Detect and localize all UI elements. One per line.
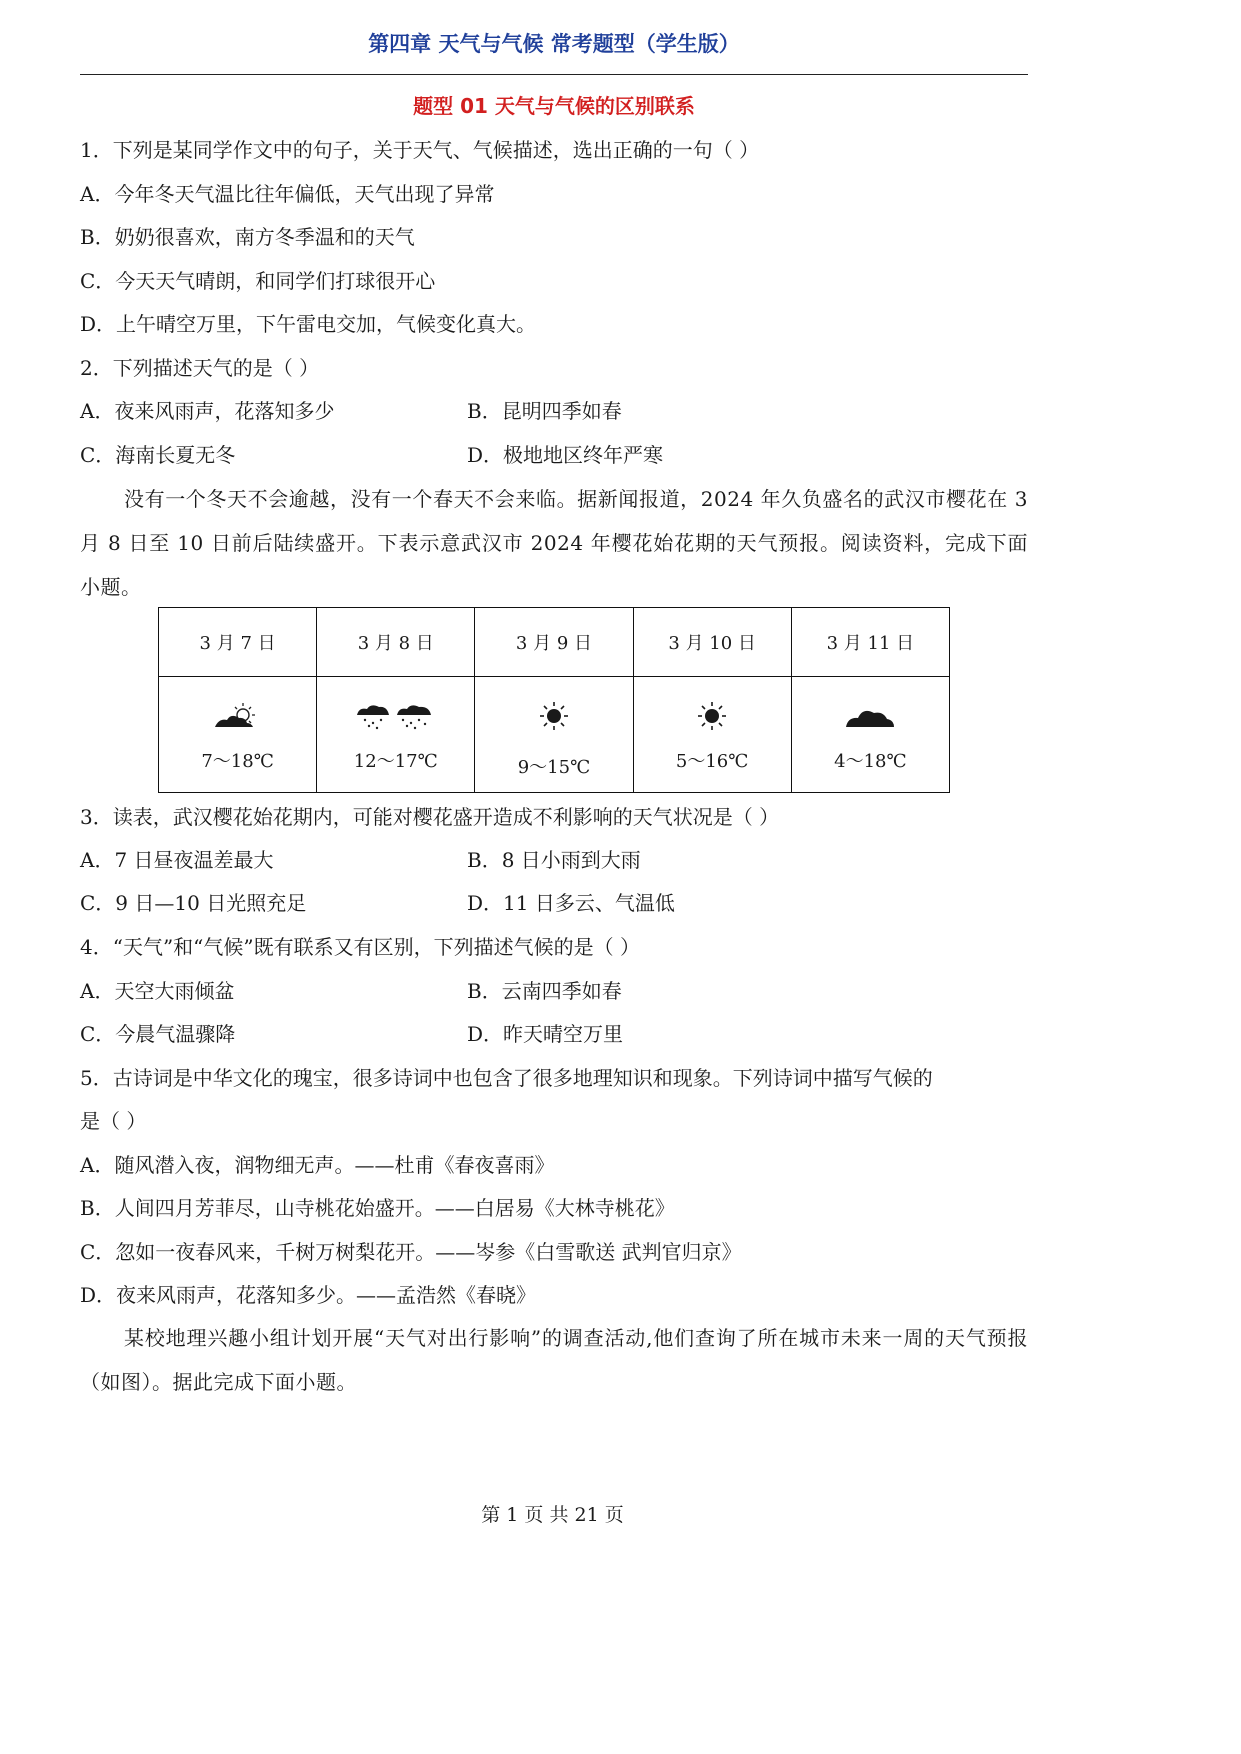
sun-cloud-icon [211,701,265,731]
header-divider [80,74,1028,75]
section-title: 题型 01 天气与气候的区别联系 [413,94,695,118]
forecast-weather-cell [317,677,475,793]
forecast-weather-cell [475,677,633,793]
forecast-date-row [159,608,950,677]
question-2-option-d: D．极地地区终年严寒 [467,443,664,467]
question-1-option-a: A．今年冬天气温比往年偏低，天气出现了异常 [80,182,495,206]
forecast-weather-row [159,677,950,793]
rain-icon [355,701,437,731]
weather-forecast-table [158,607,950,793]
question-4-option-c: C．今晨气温骤降 [80,1022,236,1046]
question-4-option-a: A．天空大雨倾盆 [80,979,235,1003]
question-1-option-d: D．上午晴空万里，下午雷电交加，气候变化真大。 [80,312,537,336]
question-1-stem: 1．下列是某同学作文中的句子，关于天气、气候描述，选出正确的一句（ ） [80,138,760,162]
question-2-option-a: A．夜来风雨声，花落知多少 [80,399,335,423]
forecast-temperature: 4～18℃ [834,751,907,772]
question-4-option-d: D．昨天晴空万里 [467,1022,624,1046]
forecast-date-cell: 3 月 8 日 [317,608,475,677]
forecast-date-cell: 3 月 11 日 [791,608,949,677]
question-2-stem: 2．下列描述天气的是（ ） [80,356,320,380]
question-5-option-d: D．夜来风雨声，花落知多少。——孟浩然《春晓》 [80,1283,537,1307]
forecast-weather-cell [791,677,949,793]
question-1-option-b: B．奶奶很喜欢，南方冬季温和的天气 [80,225,415,249]
question-2-option-c: C．海南长夏无冬 [80,443,236,467]
question-5-option-a: A．随风潜入夜，润物细无声。——杜甫《春夜喜雨》 [80,1153,555,1177]
page-header-title: 第四章 天气与气候 常考题型（学生版） [368,32,740,56]
question-3-option-b: B．8 日小雨到大雨 [467,848,641,872]
forecast-date-cell: 3 月 9 日 [475,608,633,677]
passage-cherry-blossom: 没有一个冬天不会逾越，没有一个春天不会来临。据新闻报道，2024 年久负盛名的武汉市樱花在 3 月 8 日至 10 日前后陆续盛开。下表示意武汉市 2024 年樱花始花期的天气预报。阅读资料，完成下面小题。 [80,487,1028,599]
forecast-temperature: 5～16℃ [675,751,749,772]
question-4-stem: 4．“天气”和“气候”既有联系又有区别，下列描述气候的是（ ） [80,935,640,959]
question-1-option-c: C．今天天气晴朗，和同学们打球很开心 [80,269,436,293]
question-5-option-b: B．人间四月芳菲尽，山寺桃花始盛开。——白居易《大林寺桃花》 [80,1196,675,1220]
forecast-date-cell: 3 月 7 日 [159,608,317,677]
question-2-option-b: B．昆明四季如春 [467,399,622,423]
cloud-icon [843,701,897,731]
question-3-option-a: A．7 日昼夜温差最大 [80,848,274,872]
passage-travel-survey: 某校地理兴趣小组计划开展“天气对出行影响”的调查活动,他们查询了所在城市未来一周的天气预报（如图）。据此完成下面小题。 [80,1326,1028,1394]
question-4-option-b: B．云南四季如春 [467,979,622,1003]
question-5-option-c: C．忽如一夜春风来，千树万树梨花开。——岑参《白雪歌送 武判官归京》 [80,1240,742,1264]
page-number-footer: 第 1 页 共 21 页 [481,1504,624,1526]
forecast-temperature: 9～15℃ [517,757,591,778]
forecast-weather-cell [633,677,791,793]
question-5-stem-line-1: 5．古诗词是中华文化的瑰宝，很多诗词中也包含了很多地理知识和现象。下列诗词中描写气候的 [80,1066,933,1090]
forecast-weather-cell [159,677,317,793]
forecast-date-cell: 3 月 10 日 [633,608,791,677]
question-3-option-c: C．9 日—10 日光照充足 [80,891,307,915]
question-5-stem-line-2: 是（ ） [80,1109,147,1133]
sun-icon [537,701,571,731]
question-3-stem: 3．读表，武汉樱花始花期内，可能对樱花盛开造成不利影响的天气状况是（ ） [80,805,780,829]
sun-icon [695,701,729,731]
forecast-temperature: 12～17℃ [353,751,438,772]
question-3-option-d: D．11 日多云、气温低 [467,891,675,915]
forecast-temperature: 7～18℃ [201,751,274,772]
